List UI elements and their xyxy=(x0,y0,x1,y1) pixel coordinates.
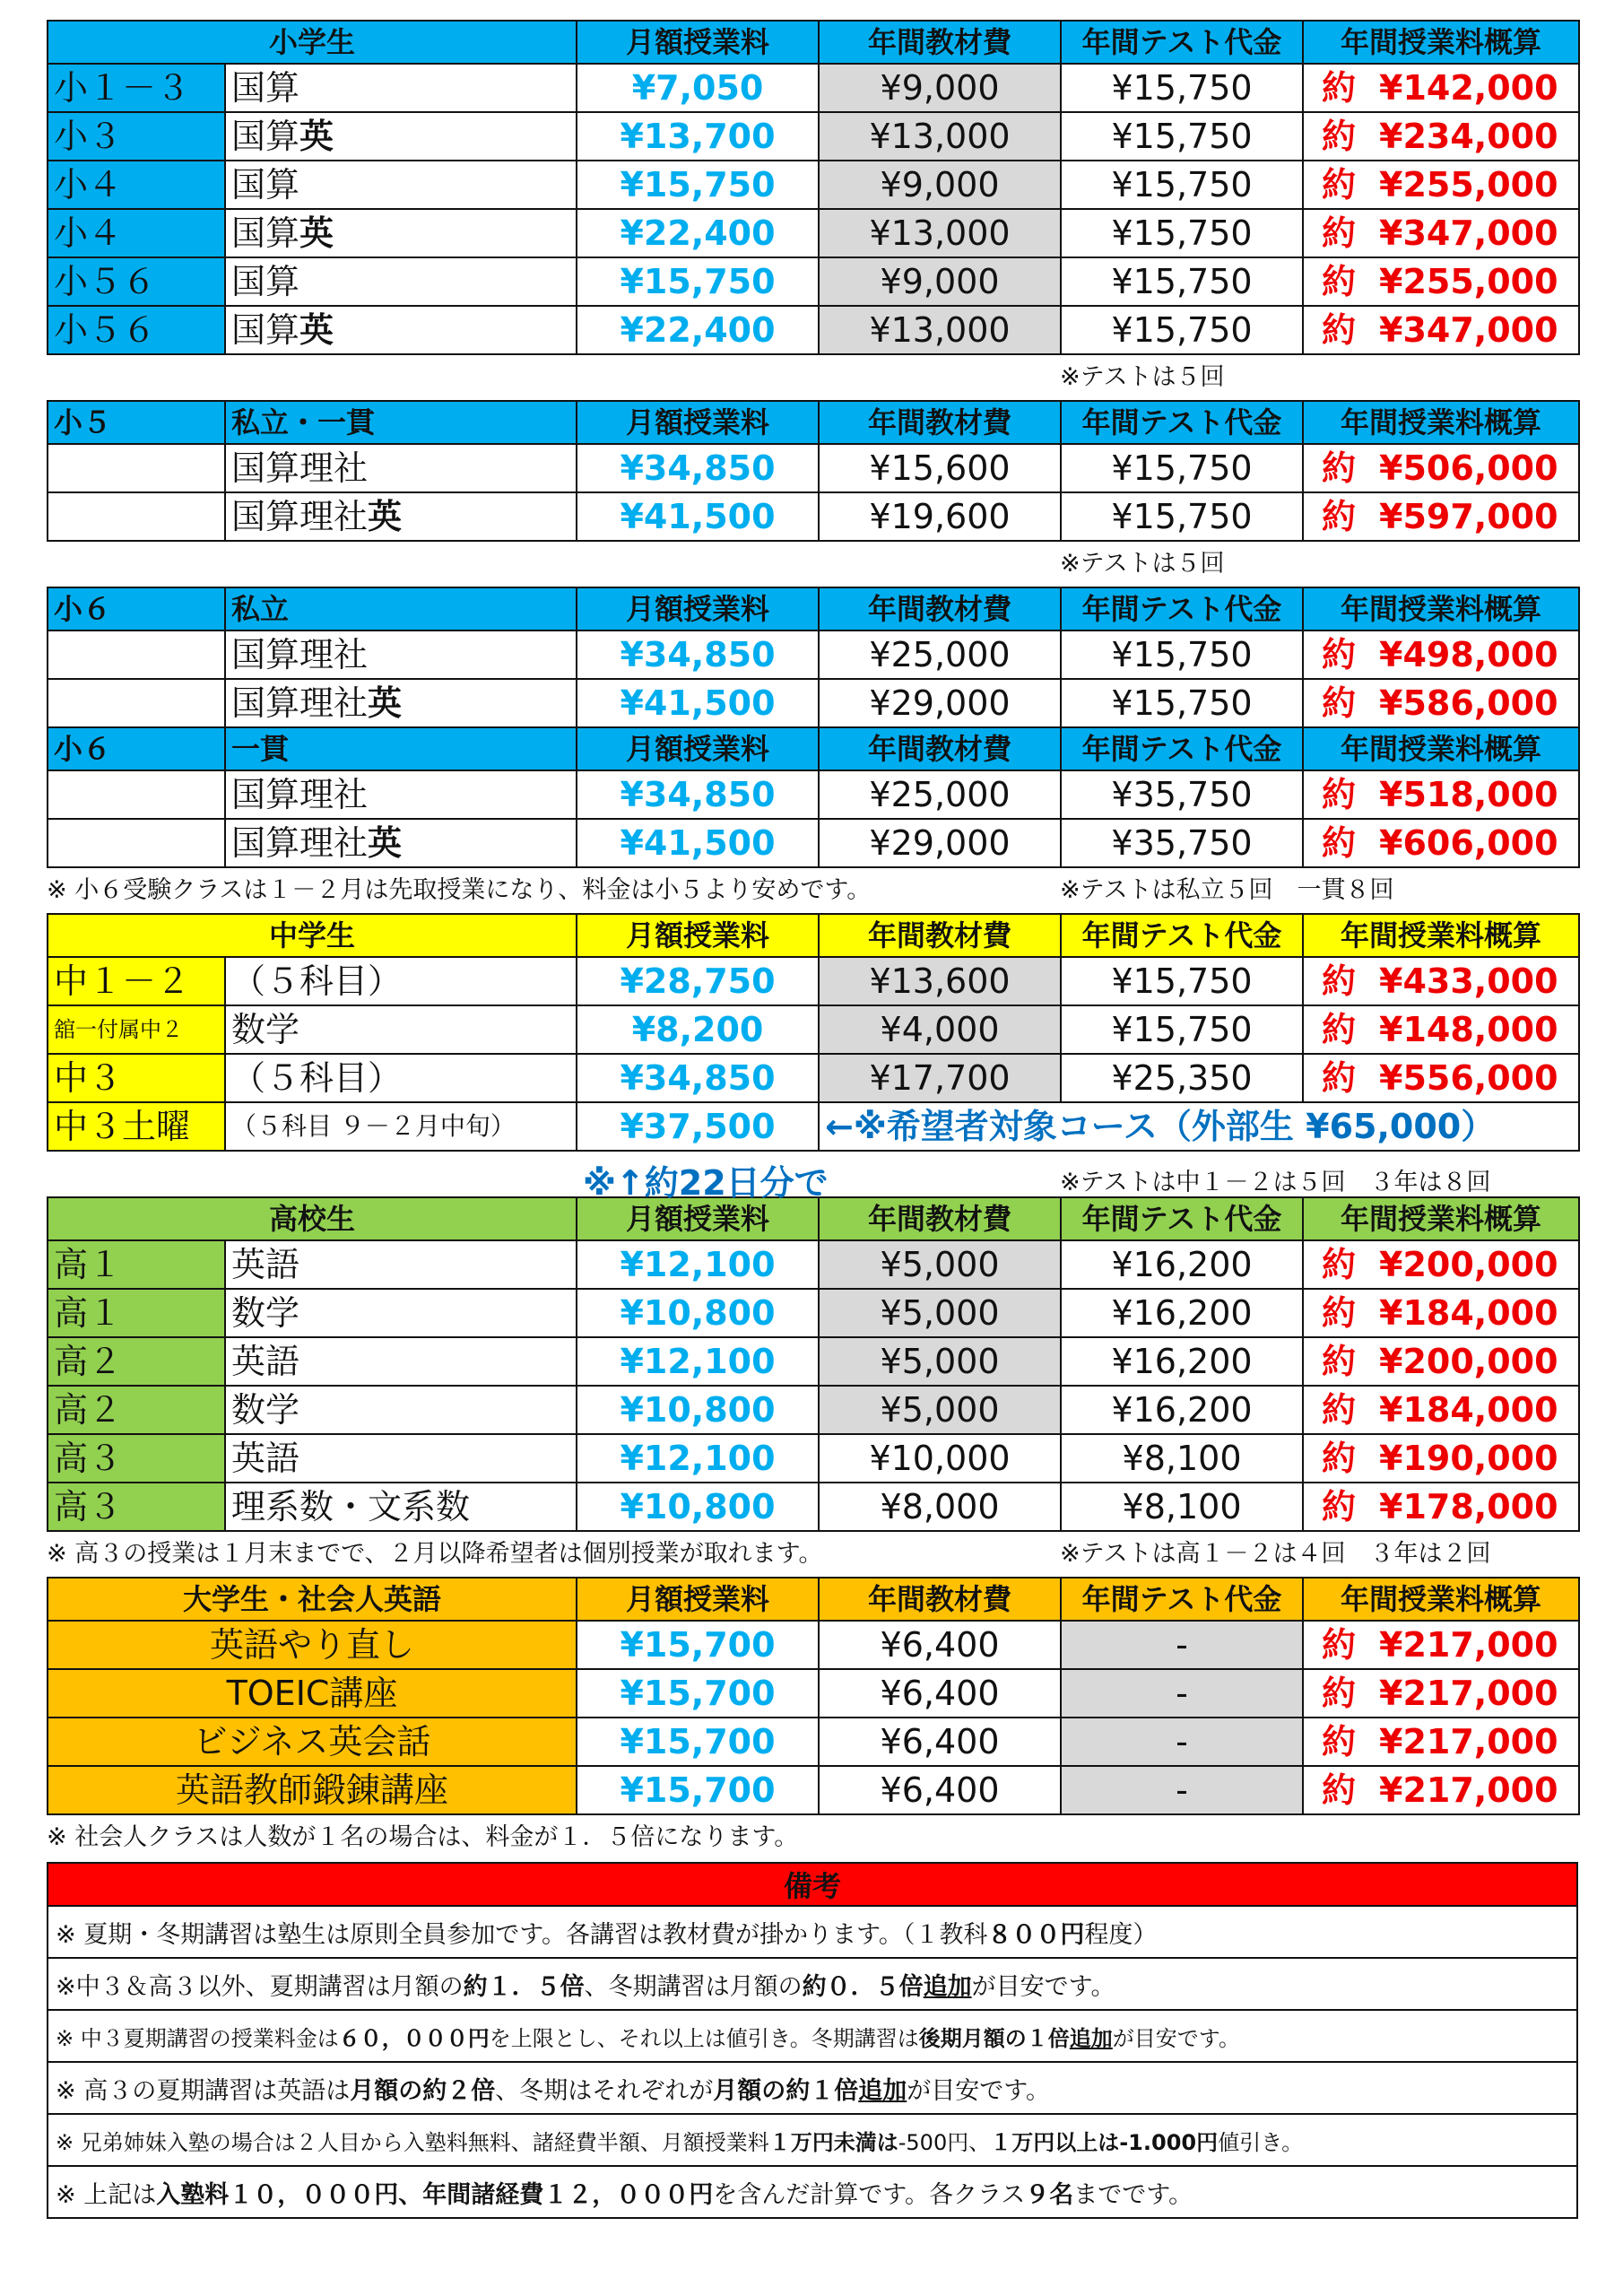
table-row xyxy=(48,1337,1579,1386)
annual-total: 約 ¥506,000 xyxy=(1303,444,1579,492)
monthly-fee: ¥12,100 xyxy=(577,1337,819,1386)
monthly-fee: ¥15,700 xyxy=(577,1669,819,1718)
remark-text: ※ 上記は入塾料１０，０００円、年間諸経費１２，０００円を含んだ計算です。各クラス９名までです。 xyxy=(48,2166,1577,2218)
subject-cell: 国算理社 xyxy=(225,770,577,819)
table-row xyxy=(48,770,1579,819)
subject-cell: 国算 xyxy=(225,64,577,112)
annual-total: 約 ¥255,000 xyxy=(1303,161,1579,209)
annual-total: 約 ¥234,000 xyxy=(1303,112,1579,161)
header-monthly: 月額授業料 xyxy=(577,1578,819,1621)
subject-cell: 英語 xyxy=(225,1434,577,1483)
header-tests: 年間テスト代金 xyxy=(1061,1578,1303,1621)
subject-cell: 国算理社英 xyxy=(225,819,577,867)
test-fee: ¥15,750 xyxy=(1061,112,1303,161)
monthly-fee: ¥15,700 xyxy=(577,1766,819,1814)
monthly-fee: ¥34,850 xyxy=(577,770,819,819)
grade-cell: 高３ xyxy=(48,1483,225,1531)
materials-fee: ¥29,000 xyxy=(819,819,1061,867)
course-cell: ビジネス英会話 xyxy=(48,1718,577,1766)
annual-total: 約 ¥217,000 xyxy=(1303,1766,1579,1814)
test-fee: ¥15,750 xyxy=(1061,631,1303,679)
monthly-fee: ¥10,800 xyxy=(577,1386,819,1434)
grade-cell: 高２ xyxy=(48,1337,225,1386)
materials-fee: ¥6,400 xyxy=(819,1718,1061,1766)
header-annual: 年間授業料概算 xyxy=(1303,21,1579,64)
table-row xyxy=(48,1240,1579,1289)
table-row xyxy=(48,492,1579,541)
remarks-title: 備考 xyxy=(48,1863,1577,1906)
table-header xyxy=(48,914,1579,957)
remark-row xyxy=(48,1906,1577,1958)
materials-fee: ¥13,000 xyxy=(819,112,1061,161)
table-row xyxy=(48,1102,1579,1151)
grade-cell: 小５６ xyxy=(48,257,225,306)
materials-fee: ¥6,400 xyxy=(819,1621,1061,1669)
subject-cell: （５科目） xyxy=(225,957,577,1005)
header-tests: 年間テスト代金 xyxy=(1061,401,1303,444)
test-fee: ¥15,750 xyxy=(1061,257,1303,306)
table-header xyxy=(48,21,1579,64)
remark-row xyxy=(48,2062,1577,2114)
grade-cell: 舘一付属中２ xyxy=(48,1005,225,1054)
test-fee: ¥15,750 xyxy=(1061,1005,1303,1054)
subject-cell: 国算理社 xyxy=(225,631,577,679)
high-school-note: ※ 高３の授業は１月末までで、２月以降希望者は個別授業が取れます。 ※テストは高１－２は４回 ３年は２回 xyxy=(47,1540,1491,1568)
test-fee: ¥15,750 xyxy=(1061,679,1303,727)
test-fee: - xyxy=(1061,1766,1303,1814)
remarks-header xyxy=(48,1863,1577,1906)
saturday-course-note: ←※希望者対象コース（外部生 ¥65,000） xyxy=(819,1102,1579,1151)
subject-cell: （５科目 ９－２月中旬） xyxy=(225,1102,577,1151)
header-materials: 年間教材費 xyxy=(819,401,1061,444)
monthly-fee: ¥41,500 xyxy=(577,492,819,541)
course-cell: 英語やり直し xyxy=(48,1621,577,1669)
grade-cell: 小１－３ xyxy=(48,64,225,112)
grade-cell: 小４ xyxy=(48,209,225,257)
subject-cell: 数学 xyxy=(225,1386,577,1434)
grade-cell: 中１－２ xyxy=(48,957,225,1005)
header-monthly: 月額授業料 xyxy=(577,727,819,770)
table-row xyxy=(48,957,1579,1005)
subject-cell: 国算英 xyxy=(225,306,577,354)
course-cell: TOEIC講座 xyxy=(48,1669,577,1718)
monthly-fee: ¥12,100 xyxy=(577,1240,819,1289)
table-row xyxy=(48,209,1579,257)
course-label: 一貫 xyxy=(225,727,577,770)
annual-total: 約 ¥217,000 xyxy=(1303,1718,1579,1766)
materials-fee: ¥15,600 xyxy=(819,444,1061,492)
subject-cell: （５科目） xyxy=(225,1054,577,1102)
course-cell: 英語教師鍛錬講座 xyxy=(48,1766,577,1814)
table-row xyxy=(48,1386,1579,1434)
header-annual: 年間授業料概算 xyxy=(1303,587,1579,631)
section-title: 中学生 xyxy=(48,914,577,957)
table-row xyxy=(48,1621,1579,1669)
materials-fee: ¥4,000 xyxy=(819,1005,1061,1054)
annual-total: 約 ¥597,000 xyxy=(1303,492,1579,541)
course-label: 私立 xyxy=(225,587,577,631)
header-monthly: 月額授業料 xyxy=(577,914,819,957)
table-row xyxy=(48,1054,1579,1102)
header-monthly: 月額授業料 xyxy=(577,587,819,631)
header-tests: 年間テスト代金 xyxy=(1061,587,1303,631)
monthly-fee: ¥37,500 xyxy=(577,1102,819,1151)
test-fee: ¥15,750 xyxy=(1061,64,1303,112)
header-monthly: 月額授業料 xyxy=(577,21,819,64)
header-materials: 年間教材費 xyxy=(819,914,1061,957)
annual-total: 約 ¥148,000 xyxy=(1303,1005,1579,1054)
header-annual: 年間授業料概算 xyxy=(1303,1197,1579,1240)
subject-cell: 数学 xyxy=(225,1289,577,1337)
grade-cell: 小５６ xyxy=(48,306,225,354)
annual-total: 約 ¥184,000 xyxy=(1303,1289,1579,1337)
header-annual: 年間授業料概算 xyxy=(1303,401,1579,444)
test-fee: ¥15,750 xyxy=(1061,209,1303,257)
header-tests: 年間テスト代金 xyxy=(1061,727,1303,770)
grade-cell: 高２ xyxy=(48,1386,225,1434)
grade5-table xyxy=(47,400,1580,542)
section-title: 高校生 xyxy=(48,1197,577,1240)
header-annual: 年間授業料概算 xyxy=(1303,727,1579,770)
header-monthly: 月額授業料 xyxy=(577,1197,819,1240)
annual-total: 約 ¥347,000 xyxy=(1303,209,1579,257)
arrow-note: ※↑約22日分で xyxy=(583,1163,829,1203)
grade-cell xyxy=(48,819,225,867)
test-note: ※テストは中１－２は５回 ３年は８回 xyxy=(1060,1169,1491,1196)
grade-cell: 高１ xyxy=(48,1240,225,1289)
table-row xyxy=(48,819,1579,867)
materials-fee: ¥9,000 xyxy=(819,64,1061,112)
materials-fee: ¥17,700 xyxy=(819,1054,1061,1102)
materials-fee: ¥5,000 xyxy=(819,1337,1061,1386)
grade-cell xyxy=(48,770,225,819)
table-row xyxy=(48,444,1579,492)
header-materials: 年間教材費 xyxy=(819,1197,1061,1240)
remark-row xyxy=(48,2114,1577,2166)
grade-label: 小６ xyxy=(48,587,225,631)
test-fee: ¥35,750 xyxy=(1061,819,1303,867)
materials-fee: ¥6,400 xyxy=(819,1669,1061,1718)
test-fee: ¥15,750 xyxy=(1061,444,1303,492)
test-fee: - xyxy=(1061,1621,1303,1669)
header-materials: 年間教材費 xyxy=(819,587,1061,631)
grade-cell: 高３ xyxy=(48,1434,225,1483)
monthly-fee: ¥7,050 xyxy=(577,64,819,112)
materials-fee: ¥25,000 xyxy=(819,770,1061,819)
table-row xyxy=(48,112,1579,161)
subject-cell: 理系数・文系数 xyxy=(225,1483,577,1531)
materials-fee: ¥19,600 xyxy=(819,492,1061,541)
annual-total: 約 ¥200,000 xyxy=(1303,1337,1579,1386)
subject-cell: 英語 xyxy=(225,1337,577,1386)
monthly-fee: ¥28,750 xyxy=(577,957,819,1005)
grade-cell: 高１ xyxy=(48,1289,225,1337)
test-fee: ¥16,200 xyxy=(1061,1337,1303,1386)
test-fee: ¥25,350 xyxy=(1061,1054,1303,1102)
monthly-fee: ¥34,850 xyxy=(577,444,819,492)
course-label: 私立・一貫 xyxy=(225,401,577,444)
grade6-table xyxy=(47,587,1580,868)
annual-total: 約 ¥184,000 xyxy=(1303,1386,1579,1434)
test-fee: ¥8,100 xyxy=(1061,1483,1303,1531)
grade-cell: 中３土曜 xyxy=(48,1102,225,1151)
remark-text: ※ 中３夏期講習の授業料金は６０，０００円を上限とし、それ以上は値引き。冬期講習は後期月額の１倍追加が目安です。 xyxy=(48,2010,1577,2062)
monthly-fee: ¥41,500 xyxy=(577,679,819,727)
monthly-fee: ¥15,700 xyxy=(577,1718,819,1766)
monthly-fee: ¥8,200 xyxy=(577,1005,819,1054)
test-note: ※テストは５回 xyxy=(1060,550,1225,578)
grade6-note: ※ 小６受験クラスは１－２月は先取授業になり、料金は小５より安めです。 ※テストは私立５回 一貫８回 xyxy=(47,876,1394,904)
annual-total: 約 ¥606,000 xyxy=(1303,819,1579,867)
header-annual: 年間授業料概算 xyxy=(1303,1578,1579,1621)
subject-cell: 国算 xyxy=(225,257,577,306)
annual-total: 約 ¥556,000 xyxy=(1303,1054,1579,1102)
header-materials: 年間教材費 xyxy=(819,1578,1061,1621)
elementary-table xyxy=(47,20,1580,355)
table-header xyxy=(48,587,1579,631)
table-header xyxy=(48,1578,1579,1621)
table-row xyxy=(48,64,1579,112)
price-sheet xyxy=(47,20,1578,2219)
monthly-fee: ¥22,400 xyxy=(577,209,819,257)
remark-row xyxy=(48,1958,1577,2010)
materials-fee: ¥6,400 xyxy=(819,1766,1061,1814)
materials-fee: ¥25,000 xyxy=(819,631,1061,679)
annual-total: 約 ¥178,000 xyxy=(1303,1483,1579,1531)
test-fee: ¥16,200 xyxy=(1061,1240,1303,1289)
materials-fee: ¥9,000 xyxy=(819,257,1061,306)
subject-cell: 国算理社英 xyxy=(225,492,577,541)
monthly-fee: ¥15,750 xyxy=(577,161,819,209)
monthly-fee: ¥10,800 xyxy=(577,1483,819,1531)
table-row xyxy=(48,1766,1579,1814)
table-row xyxy=(48,1718,1579,1766)
test-fee: ¥8,100 xyxy=(1061,1434,1303,1483)
grade-cell xyxy=(48,444,225,492)
high-school-table xyxy=(47,1196,1580,1532)
test-fee: ¥15,750 xyxy=(1061,306,1303,354)
monthly-fee: ¥22,400 xyxy=(577,306,819,354)
monthly-fee: ¥34,850 xyxy=(577,631,819,679)
monthly-fee: ¥13,700 xyxy=(577,112,819,161)
table-row xyxy=(48,1483,1579,1531)
grade-cell xyxy=(48,492,225,541)
header-annual: 年間授業料概算 xyxy=(1303,914,1579,957)
grade-cell: 小４ xyxy=(48,161,225,209)
table-row xyxy=(48,1289,1579,1337)
materials-fee: ¥9,000 xyxy=(819,161,1061,209)
remark-text: ※中３＆高３以外、夏期講習は月額の約１．５倍、冬期講習は月額の約０．５倍追加が目安です。 xyxy=(48,1958,1577,2010)
test-fee: ¥15,750 xyxy=(1061,492,1303,541)
table-row xyxy=(48,679,1579,727)
test-fee: ¥16,200 xyxy=(1061,1386,1303,1434)
grade-label: 小６ xyxy=(48,727,225,770)
section-title: 大学生・社会人英語 xyxy=(48,1578,577,1621)
subject-cell: 国算英 xyxy=(225,209,577,257)
subject-cell: 国算理社 xyxy=(225,444,577,492)
table-row xyxy=(48,1005,1579,1054)
materials-fee: ¥10,000 xyxy=(819,1434,1061,1483)
test-fee: ¥16,200 xyxy=(1061,1289,1303,1337)
monthly-fee: ¥10,800 xyxy=(577,1289,819,1337)
header-tests: 年間テスト代金 xyxy=(1061,21,1303,64)
remark-text: ※ 夏期・冬期講習は塾生は原則全員参加です。各講習は教材費が掛かります。（１教科８００円程度） xyxy=(48,1906,1577,1958)
header-monthly: 月額授業料 xyxy=(577,401,819,444)
header-materials: 年間教材費 xyxy=(819,21,1061,64)
test-fee: ¥35,750 xyxy=(1061,770,1303,819)
table-row xyxy=(48,306,1579,354)
monthly-fee: ¥15,750 xyxy=(577,257,819,306)
materials-fee: ¥13,600 xyxy=(819,957,1061,1005)
remark-text: ※ 高３の夏期講習は英語は月額の約２倍、冬期はそれぞれが月額の約１倍追加が目安です。 xyxy=(48,2062,1577,2114)
materials-fee: ¥29,000 xyxy=(819,679,1061,727)
materials-fee: ¥5,000 xyxy=(819,1240,1061,1289)
annual-total: 約 ¥347,000 xyxy=(1303,306,1579,354)
grade-cell: 中３ xyxy=(48,1054,225,1102)
adult-note: ※ 社会人クラスは人数が１名の場合は、料金が１．５倍になります。 xyxy=(47,1823,799,1851)
table-row xyxy=(48,161,1579,209)
middle-school-table xyxy=(47,913,1580,1152)
annual-total: 約 ¥586,000 xyxy=(1303,679,1579,727)
materials-fee: ¥13,000 xyxy=(819,306,1061,354)
header-materials: 年間教材費 xyxy=(819,727,1061,770)
annual-total: 約 ¥498,000 xyxy=(1303,631,1579,679)
annual-total: 約 ¥518,000 xyxy=(1303,770,1579,819)
annual-total: 約 ¥217,000 xyxy=(1303,1669,1579,1718)
materials-fee: ¥5,000 xyxy=(819,1386,1061,1434)
section-title: 小学生 xyxy=(48,21,577,64)
table-header xyxy=(48,401,1579,444)
subject-cell: 国算 xyxy=(225,161,577,209)
annual-total: 約 ¥217,000 xyxy=(1303,1621,1579,1669)
materials-fee: ¥8,000 xyxy=(819,1483,1061,1531)
annual-total: 約 ¥255,000 xyxy=(1303,257,1579,306)
remark-row xyxy=(48,2166,1577,2218)
monthly-fee: ¥34,850 xyxy=(577,1054,819,1102)
test-fee: - xyxy=(1061,1718,1303,1766)
materials-fee: ¥13,000 xyxy=(819,209,1061,257)
remarks-table xyxy=(47,1862,1578,2219)
subject-cell: 国算理社英 xyxy=(225,679,577,727)
remark-row xyxy=(48,2010,1577,2062)
table-row xyxy=(48,631,1579,679)
middle-note xyxy=(47,1152,1578,1203)
grade-cell xyxy=(48,679,225,727)
annual-total: 約 ¥142,000 xyxy=(1303,64,1579,112)
annual-total: 約 ¥200,000 xyxy=(1303,1240,1579,1289)
test-fee: - xyxy=(1061,1669,1303,1718)
monthly-fee: ¥12,100 xyxy=(577,1434,819,1483)
header-tests: 年間テスト代金 xyxy=(1061,914,1303,957)
grade-cell: 小３ xyxy=(48,112,225,161)
test-note: ※テストは５回 xyxy=(1060,363,1225,391)
header-tests: 年間テスト代金 xyxy=(1061,1197,1303,1240)
annual-total: 約 ¥433,000 xyxy=(1303,957,1579,1005)
table-header xyxy=(48,727,1579,770)
table-row xyxy=(48,257,1579,306)
subject-cell: 英語 xyxy=(225,1240,577,1289)
materials-fee: ¥5,000 xyxy=(819,1289,1061,1337)
grade-cell xyxy=(48,631,225,679)
monthly-fee: ¥15,700 xyxy=(577,1621,819,1669)
adult-english-table xyxy=(47,1577,1580,1815)
remark-text: ※ 兄弟姉妹入塾の場合は２人目から入塾料無料、諸経費半額、月額授業料１万円未満は-500円、１万円以上は-1.000円値引き。 xyxy=(48,2114,1577,2166)
annual-total: 約 ¥190,000 xyxy=(1303,1434,1579,1483)
test-fee: ¥15,750 xyxy=(1061,161,1303,209)
subject-cell: 数学 xyxy=(225,1005,577,1054)
monthly-fee: ¥41,500 xyxy=(577,819,819,867)
table-row xyxy=(48,1434,1579,1483)
table-row xyxy=(48,1669,1579,1718)
grade-label: 小５ xyxy=(48,401,225,444)
test-fee: ¥15,750 xyxy=(1061,957,1303,1005)
subject-cell: 国算英 xyxy=(225,112,577,161)
